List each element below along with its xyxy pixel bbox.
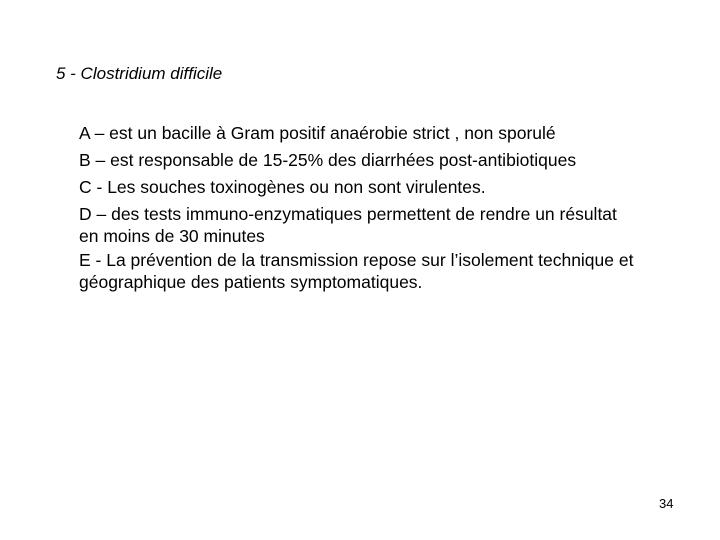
option-c-text: C - Les souches toxinogènes ou non sont virulentes. xyxy=(79,177,486,197)
option-d xyxy=(79,201,715,247)
answer-options-list xyxy=(79,120,715,293)
option-e-text-line-1: E - La prévention de la transmission repose sur l’isolement technique et xyxy=(79,250,634,270)
option-a xyxy=(79,120,715,147)
option-e xyxy=(79,247,715,293)
option-b-text: B – est responsable de 15-25% des diarrhées post-antibiotiques xyxy=(79,150,577,170)
option-d-text-line-1: D – des tests immuno-enzymatiques permettent de rendre un résultat xyxy=(79,204,617,224)
option-c xyxy=(79,174,715,201)
option-e-text-line-2: géographique des patients symptomatiques. xyxy=(79,272,423,292)
page-number: 34 xyxy=(659,496,674,511)
option-b xyxy=(79,147,715,174)
slide-title: 5 - Clostridium difficile xyxy=(56,64,223,83)
option-a-text: A – est un bacille à Gram positif anaérobie strict , non sporulé xyxy=(79,123,556,143)
option-d-text-line-2: en moins de 30 minutes xyxy=(79,226,265,246)
